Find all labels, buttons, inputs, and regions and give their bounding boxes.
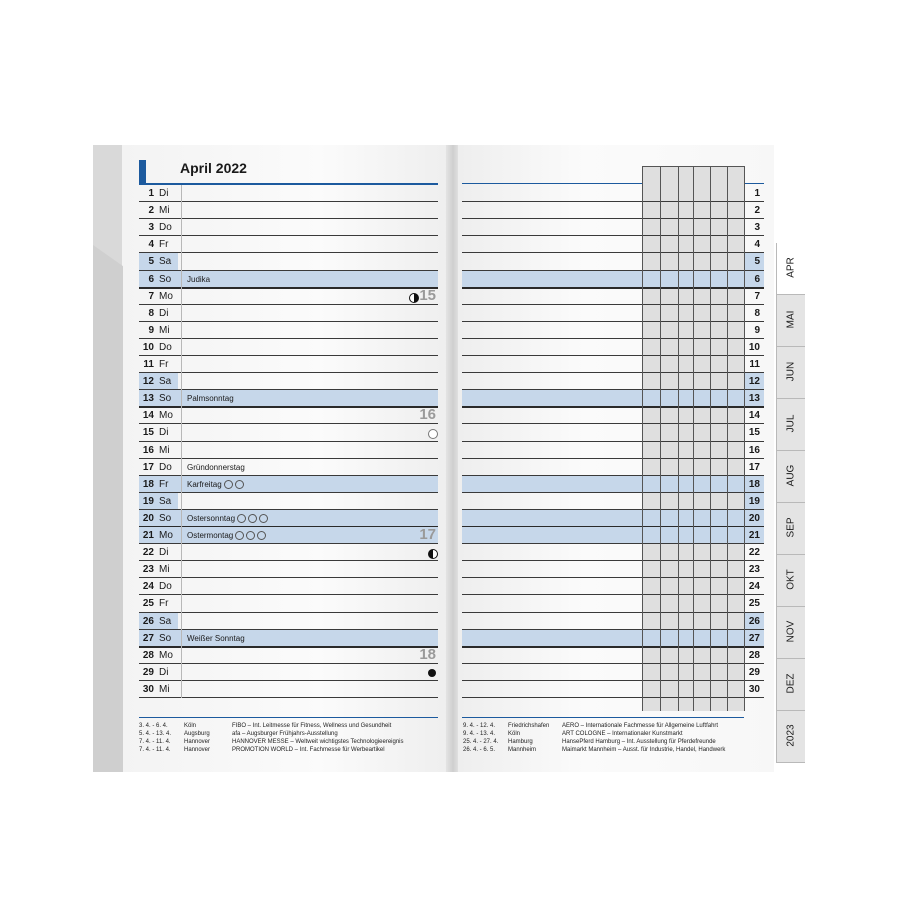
day-number: 9 (148, 324, 154, 336)
weekday-name: Mo (159, 410, 173, 422)
month-tab-label: AUG (785, 464, 797, 487)
row-divider-right (462, 423, 764, 424)
day-number-right: 3 (754, 222, 760, 234)
month-tab-nov[interactable] (776, 607, 805, 659)
month-tab-label: SEP (785, 517, 797, 538)
day-note-field[interactable] (182, 595, 436, 612)
day-number: 20 (142, 512, 154, 524)
month-tab-dez[interactable] (776, 659, 805, 711)
day-note-field[interactable] (182, 339, 436, 356)
day-number-right: 10 (748, 341, 760, 353)
holiday-name: Gründonnerstag (187, 462, 245, 472)
day-number: 10 (142, 341, 154, 353)
day-number-right: 22 (748, 547, 760, 559)
day-number-right: 18 (748, 478, 760, 490)
region-symbol-icon (257, 531, 266, 540)
month-tab-label: JUL (785, 414, 797, 433)
day-number: 3 (148, 222, 154, 234)
weekday-name: Fr (159, 478, 169, 490)
month-tab-label: 2023 (785, 724, 797, 747)
day-number-right: 2 (754, 205, 760, 217)
day-number: 16 (142, 444, 154, 456)
row-divider-right (462, 612, 764, 613)
row-divider-right (462, 697, 764, 698)
holiday-label (187, 463, 245, 472)
month-tab-jun[interactable] (776, 347, 805, 399)
event-description: HansePferd Hamburg – Int. Ausstellung für Pferdefreunde (562, 739, 716, 745)
day-note-field[interactable] (182, 253, 436, 270)
day-number: 22 (142, 547, 154, 559)
day-note-field[interactable] (182, 305, 436, 322)
weekend-row-bg-right (462, 390, 764, 407)
day-number: 23 (142, 564, 154, 576)
row-divider-right (462, 304, 764, 305)
month-tab-apr[interactable] (776, 243, 805, 295)
day-number-right: 24 (748, 581, 760, 593)
event-dates: 3. 4. - 6. 4. (139, 723, 168, 729)
day-number: 6 (148, 273, 154, 285)
event-dates: 26. 4. - 6. 5. (463, 747, 496, 753)
day-note-field[interactable] (182, 322, 436, 339)
day-number: 29 (142, 666, 154, 678)
holiday-label (187, 634, 245, 643)
weekend-row-bg-right (462, 510, 764, 527)
day-column-divider (181, 185, 182, 698)
event-city: Hamburg (508, 739, 533, 745)
week-number: 17 (419, 526, 436, 543)
holiday-name: Weißer Sonntag (187, 633, 245, 643)
row-divider-right (462, 663, 764, 664)
week-number: 18 (419, 645, 436, 663)
event-description: ART COLOGNE – Internationaler Kunstmarkt (562, 731, 683, 737)
row-divider-right (462, 235, 764, 236)
new-moon-icon (428, 669, 436, 677)
weekday-name: So (159, 273, 172, 285)
weekday-name: Sa (159, 495, 172, 507)
left-cover-flap (93, 245, 123, 772)
day-note-field[interactable] (182, 219, 436, 236)
month-tab-jul[interactable] (776, 399, 805, 451)
month-tab-label: APR (785, 257, 797, 278)
weekend-row-bg-right (462, 271, 764, 288)
event-dates: 5. 4. - 13. 4. (139, 731, 172, 737)
day-note-field[interactable] (182, 647, 436, 664)
day-number-right: 13 (748, 393, 760, 405)
event-dates: 25. 4. - 27. 4. (463, 739, 499, 745)
weekday-name: Fr (159, 359, 169, 370)
day-number-right: 30 (748, 683, 760, 695)
month-tab-label: NOV (785, 620, 797, 643)
day-number: 26 (142, 615, 154, 627)
weekday-name: Fr (159, 239, 169, 251)
row-divider-right (462, 594, 764, 595)
holiday-name: Karfreitag (187, 479, 222, 489)
weekday-name: Mi (159, 205, 170, 217)
day-number-right: 1 (754, 188, 760, 199)
day-number: 5 (148, 256, 154, 268)
footer-rule-left (139, 717, 438, 718)
day-note-field[interactable] (182, 613, 436, 630)
row-divider-right (462, 560, 764, 561)
month-tab-sep[interactable] (776, 503, 805, 555)
month-tab-label: OKT (785, 569, 797, 590)
holiday-name: Judika (187, 274, 211, 284)
grid-top-line (642, 166, 744, 167)
title-accent-bar (139, 160, 146, 184)
day-note-field[interactable] (182, 681, 436, 698)
grid-column-line (744, 166, 745, 711)
weekday-name: Mi (159, 683, 170, 695)
day-number-right: 29 (748, 666, 760, 678)
day-number: 19 (142, 495, 154, 507)
holiday-name: Ostermontag (187, 531, 234, 540)
day-number: 25 (142, 598, 154, 610)
region-symbol-icon (237, 514, 246, 523)
month-tab-label: MAI (785, 310, 797, 329)
weekday-name: Do (159, 341, 172, 353)
week-number: 15 (419, 286, 436, 304)
month-tab-okt[interactable] (776, 555, 805, 607)
row-divider-right (462, 543, 764, 544)
event-description: AERO – Internationale Fachmesse für Allgemeine Luftfahrt (562, 723, 719, 729)
weekday-name: Di (159, 666, 169, 678)
day-number: 1 (148, 188, 154, 199)
day-number: 4 (148, 239, 154, 251)
region-symbol-icon (246, 531, 255, 540)
holiday-name: Ostersonntag (187, 513, 236, 523)
day-number-right: 14 (748, 410, 760, 422)
day-number-right: 19 (748, 495, 760, 507)
day-number-right: 17 (748, 461, 760, 473)
day-number: 27 (142, 632, 154, 644)
day-note-field[interactable] (182, 493, 436, 510)
row-divider-right (462, 492, 764, 493)
event-description: HANNOVER MESSE – Weltweit wichtigstes Technologieereignis (232, 739, 404, 745)
grid-column-line (727, 166, 728, 711)
day-note-field[interactable] (182, 288, 436, 305)
day-number: 7 (148, 290, 154, 302)
day-number-right: 7 (754, 290, 760, 302)
weekend-row-bg-right (462, 527, 764, 544)
day-note-field[interactable] (182, 236, 436, 253)
day-number: 28 (142, 649, 154, 661)
day-note-field[interactable] (182, 578, 436, 595)
row-divider-right (462, 287, 764, 289)
month-tab-label: DEZ (785, 673, 797, 694)
weekday-name: Do (159, 461, 172, 473)
row-divider-right (462, 406, 764, 408)
day-note-field[interactable] (182, 356, 436, 373)
region-symbol-icon (259, 514, 268, 523)
day-number-right: 5 (754, 256, 760, 268)
first-quarter-moon-icon (409, 293, 419, 303)
day-number-right: 16 (748, 444, 760, 456)
day-number: 30 (142, 683, 154, 695)
weekday-name: Mo (159, 290, 173, 302)
event-dates: 9. 4. - 13. 4. (463, 731, 496, 737)
event-dates: 9. 4. - 12. 4. (463, 723, 496, 729)
day-note-field[interactable] (182, 544, 436, 561)
day-number-right: 4 (754, 239, 760, 251)
weekday-name: Sa (159, 376, 172, 388)
day-number-right: 21 (748, 530, 760, 541)
event-city: Hannover (184, 747, 211, 753)
day-note-field[interactable] (182, 561, 436, 578)
day-note-field[interactable] (182, 185, 436, 202)
weekday-name: Fr (159, 598, 169, 610)
row-divider-right (462, 680, 764, 681)
weekday-name: Mi (159, 324, 170, 336)
event-description: afa – Augsburger Frühjahrs-Ausstellung (232, 731, 338, 737)
day-note-field[interactable] (182, 271, 436, 288)
event-description: FIBO – Int. Leitmesse für Fitness, Wellness und Gesundheit (232, 723, 392, 729)
day-note-field[interactable] (182, 202, 436, 219)
day-note-field[interactable] (182, 407, 436, 424)
weekday-name: Do (159, 581, 172, 593)
holiday-label (187, 514, 268, 523)
month-tab-2023[interactable] (776, 711, 805, 763)
weekday-name: Mo (159, 530, 173, 541)
weekday-name: Di (159, 427, 169, 439)
day-note-field[interactable] (182, 373, 436, 390)
row-divider-right (462, 646, 764, 648)
day-number: 18 (142, 478, 154, 490)
weekday-name: Mi (159, 444, 170, 456)
holiday-label (187, 394, 234, 403)
month-tab-mai[interactable] (776, 295, 805, 347)
day-number-right: 9 (754, 324, 760, 336)
month-tab-label: JUN (785, 361, 797, 382)
event-city: Mannheim (508, 747, 537, 753)
holiday-label (187, 480, 244, 489)
grid-column-line (642, 166, 643, 711)
holiday-name: Palmsonntag (187, 394, 234, 404)
weekend-row-bg-right (462, 476, 764, 493)
weekday-name: So (159, 632, 172, 644)
grid-column-line (710, 166, 711, 711)
day-number-right: 27 (748, 632, 760, 644)
grid-column-line (693, 166, 694, 711)
event-dates: 7. 4. - 11. 4. (139, 739, 171, 745)
weekend-row-bg-right (462, 630, 764, 647)
weekday-name: So (159, 512, 172, 524)
weekday-name: Sa (159, 256, 172, 268)
weekday-name: Sa (159, 615, 172, 627)
row-divider-right (462, 321, 764, 322)
day-number-right: 11 (749, 359, 760, 370)
row-divider-right (462, 372, 764, 373)
weekday-name: Di (159, 188, 169, 199)
region-symbol-icon (235, 531, 244, 540)
row-divider-right (462, 201, 764, 202)
day-note-field[interactable] (182, 664, 436, 681)
event-city: Hannover (184, 739, 211, 745)
weekday-name: Do (159, 222, 172, 234)
footer-rule-right (462, 717, 744, 718)
day-note-field[interactable] (182, 442, 436, 459)
day-number-right: 25 (748, 598, 760, 610)
day-number: 13 (142, 393, 154, 405)
day-number: 2 (148, 205, 154, 217)
row-divider-right (462, 218, 764, 219)
day-number: 21 (142, 530, 154, 541)
day-note-field[interactable] (182, 424, 436, 441)
day-number-right: 20 (748, 512, 760, 524)
event-dates: 7. 4. - 11. 4. (139, 747, 171, 753)
day-number: 15 (142, 427, 154, 439)
day-number-right: 6 (754, 273, 760, 285)
holiday-label (187, 531, 266, 540)
day-number: 17 (142, 461, 154, 473)
day-number-right: 12 (748, 376, 760, 388)
day-number-right: 23 (748, 564, 760, 576)
day-number: 12 (142, 376, 154, 388)
region-symbol-icon (235, 480, 244, 489)
grid-column-line (660, 166, 661, 711)
weekday-name: Di (159, 307, 169, 319)
holiday-label (187, 275, 210, 284)
day-number-right: 8 (754, 307, 760, 319)
row-divider-right (462, 338, 764, 339)
weekday-name: Di (159, 547, 169, 559)
row-divider-right (462, 441, 764, 442)
day-number-right: 26 (748, 615, 760, 627)
day-number: 11 (143, 359, 154, 370)
region-symbol-icon (248, 514, 257, 523)
event-city: Köln (184, 723, 197, 729)
row-divider-right (462, 577, 764, 578)
month-tab-aug[interactable] (776, 451, 805, 503)
row-divider-right (462, 458, 764, 459)
weekday-name: Mo (159, 649, 173, 661)
week-number: 16 (419, 406, 436, 424)
row-divider-right (462, 355, 764, 356)
day-number-right: 15 (748, 427, 760, 439)
region-symbol-icon (224, 480, 233, 489)
weekday-name: So (159, 393, 172, 405)
weekday-name: Mi (159, 564, 170, 576)
day-number: 14 (142, 410, 154, 422)
day-number: 24 (142, 581, 154, 593)
day-number: 8 (148, 307, 154, 319)
event-description: PROMOTION WORLD – Int. Fachmesse für Werbeartikel (232, 747, 385, 753)
event-city: Augsburg (184, 731, 210, 737)
event-description: Maimarkt Mannheim – Ausst. für Industrie, Handel, Handwerk (562, 747, 726, 753)
row-divider-right (462, 252, 764, 253)
day-number-right: 28 (748, 649, 760, 661)
grid-column-line (678, 166, 679, 711)
event-city: Köln (508, 731, 521, 737)
event-city: Friedrichshafen (508, 723, 550, 729)
page-title: April 2022 (180, 160, 247, 176)
